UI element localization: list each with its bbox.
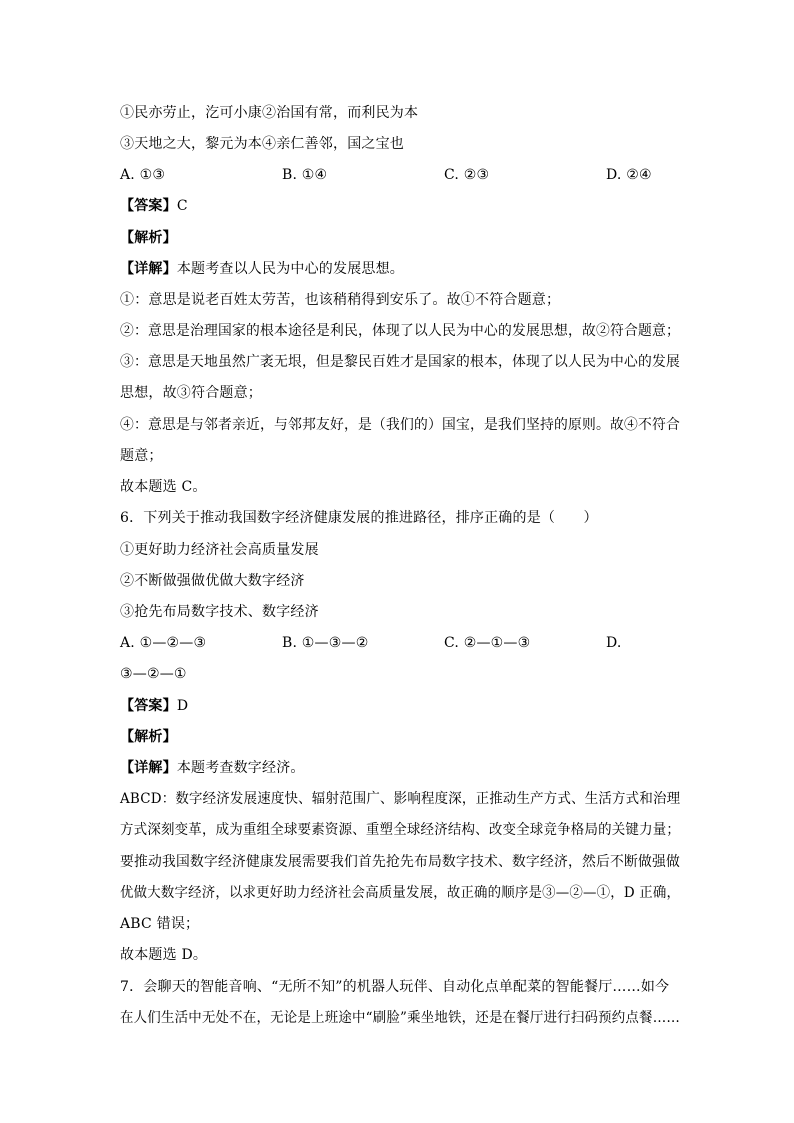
q6-answer: [120, 697, 188, 715]
q6-explanation-4: 优做大数字经济，以求更好助力经济社会高质量发展，故正确的顺序是③—②—①，D 正确，: [120, 885, 681, 901]
q6-option-b[interactable]: B. ①—③—②: [282, 635, 369, 651]
q6-statement-2: ②不断做强做优做大数字经济: [120, 573, 305, 589]
q5-answer: [120, 197, 188, 215]
q5-analysis-tag: 【解析】: [120, 230, 177, 246]
q5-explanation-4b: 题意；: [120, 448, 163, 464]
q6-explanation-3: 要推动我国数字经济健康发展需要我们首先抢先布局数字技术、数字经济，然后不断做强做: [120, 854, 681, 870]
q5-option-c[interactable]: C. ②③: [444, 167, 490, 183]
q6-conclusion: 故本题选 D。: [120, 947, 208, 963]
q5-statement-line-1: ①民亦劳止，汔可小康②治国有常，而利民为本: [120, 105, 419, 121]
q5-explanation-3a: ③：意思是天地虽然广袤无垠，但是黎民百姓才是国家的根本，体现了以人民为中心的发展: [120, 354, 681, 370]
q5-option-a[interactable]: A. ①③: [120, 167, 166, 183]
q5-conclusion: 故本题选 C。: [120, 479, 207, 495]
q6-statement-3: ③抢先布局数字技术、数字经济: [120, 604, 319, 620]
detail-text: 本题考查数字经济。: [176, 760, 305, 776]
q5-explanation-3b: 思想，故③符合题意；: [120, 385, 262, 401]
q5-explanation-2: ②：意思是治理国家的根本途径是利民，体现了以人民为中心的发展思想，故②符合题意；: [120, 323, 681, 339]
q6-detail: [120, 759, 305, 777]
q7-stem-line-2: 在人们生活中无处不在，无论是上班途中“刷脸”乘坐地铁，还是在餐厅进行扫码预约点餐……: [120, 1010, 680, 1026]
answer-tag: 【答案】: [120, 198, 177, 214]
q5-option-b[interactable]: B. ①④: [282, 167, 328, 183]
q6-statement-1: ①更好助力经济社会高质量发展: [120, 542, 319, 558]
answer-value: D: [176, 698, 189, 714]
answer-tag: 【答案】: [120, 698, 177, 714]
q5-detail: [120, 260, 404, 278]
q6-options: [120, 634, 680, 652]
q6-explanation-2: 方式深刻变革，成为重组全球要素资源、重塑全球经济结构、改变全球竞争格局的关键力量；: [120, 822, 681, 838]
q7-stem-line-1: 7．会聊天的智能音响、“无所不知”的机器人玩伴、自动化点单配菜的智能餐厅……如今: [120, 979, 670, 995]
q6-option-c[interactable]: C. ②—①—③: [444, 635, 531, 651]
q6-option-a[interactable]: A. ①—②—③: [120, 635, 207, 651]
q6-explanation-1: ABCD：数字经济发展速度快、辐射范围广、影响程度深，正推动生产方式、生活方式和治理: [120, 791, 681, 807]
q6-option-d[interactable]: D.: [606, 635, 622, 651]
q5-option-d[interactable]: D. ②④: [606, 167, 652, 183]
q6-option-d-value: ③—②—①: [120, 666, 187, 682]
detail-text: 本题考查以人民为中心的发展思想。: [176, 261, 405, 277]
q5-statement-line-2: ③天地之大，黎元为本④亲仁善邻，国之宝也: [120, 136, 404, 152]
q6-analysis-tag: 【解析】: [120, 729, 177, 745]
q6-explanation-5: ABC 错误；: [120, 916, 200, 932]
q5-explanation-1: ①：意思是说老百姓太劳苦，也该稍稍得到安乐了。故①不符合题意；: [120, 292, 561, 308]
answer-value: C: [176, 198, 188, 214]
q5-options: [120, 166, 680, 184]
detail-tag: 【详解】: [120, 760, 177, 776]
q6-stem: 6．下列关于推动我国数字经济健康发展的推进路径，排序正确的是（ ）: [120, 510, 598, 526]
detail-tag: 【详解】: [120, 261, 177, 277]
q5-explanation-4a: ④：意思是与邻者亲近，与邻邦友好，是（我们的）国宝，是我们坚持的原则。故④不符合: [120, 417, 681, 433]
